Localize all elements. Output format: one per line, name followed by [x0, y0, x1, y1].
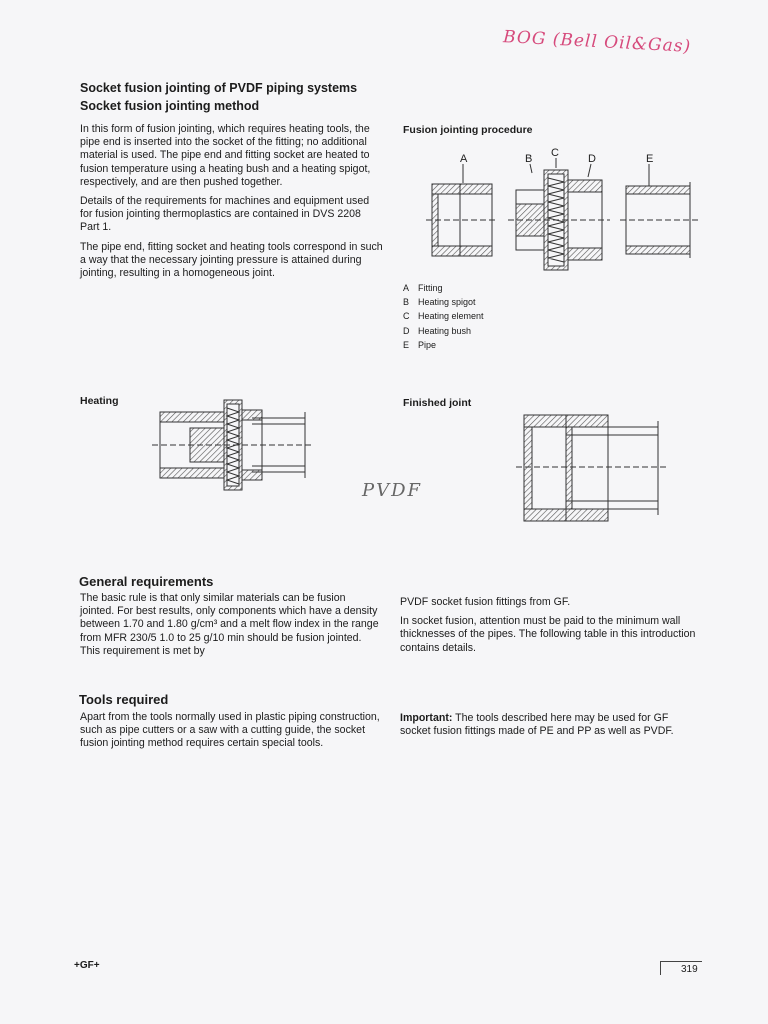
letter-c: C [551, 147, 559, 159]
intro-paragraph: The pipe end, fitting socket and heating tools correspond in such a way that the necessary jointing pressure is attained during jointing, resulting in a homogeneous joint. [80, 240, 383, 280]
page-subtitle: Socket fusion jointing method [80, 99, 260, 113]
procedure-heading: Fusion jointing procedure [403, 124, 533, 136]
general-right-paragraph: PVDF socket fusion fittings from GF. [400, 596, 571, 608]
letter-b: B [525, 153, 533, 165]
tools-important-text [400, 712, 700, 738]
finished-joint-label: Finished joint [403, 397, 472, 409]
legend-item: A Fitting [403, 283, 443, 293]
intro-text [80, 123, 383, 286]
general-right-paragraph: In socket fusion, attention must be paid to the minimum wall thicknesses of the pipes. The following table in this introduction contains details. [400, 615, 696, 654]
heating-label: Heating [80, 395, 119, 407]
heating-diagram [150, 398, 315, 493]
legend-item: C Heating element [403, 311, 484, 322]
letter-d: D [588, 153, 596, 165]
finished-joint-diagram [510, 405, 670, 525]
tools-required-heading: Tools required [79, 692, 169, 707]
general-left-text: The basic rule is that only similar materials can be fusion jointed. For best results, only components which have a density between 1.70 and 1.80 g/cm³ and a melt flow index in the range from MFR 230/5 1.0 to 25 g/10 min should be fusion jointed. This requirement is met by [80, 592, 379, 657]
legend-item: D Heating bush [403, 325, 472, 336]
page-number: 319 [660, 961, 702, 975]
general-right-text [400, 596, 700, 661]
procedure-diagram [420, 146, 710, 276]
letter-e: E [646, 153, 654, 165]
letter-a: A [460, 153, 468, 165]
general-requirements-heading: General requirements [79, 574, 214, 589]
handwritten-note: BOG (Bell Oil&Gas) [502, 27, 692, 57]
important-body: The tools described here may be used for GF socket fusion fittings made of PE and PP as well as PVDF. [400, 712, 674, 738]
legend-item: B Heating spigot [403, 297, 476, 308]
intro-paragraph: In this form of fusion jointing, which requires heating tools, the pipe end is inserted into the socket of the fitting; no additional material is used. The pipe end and fitting socket are heated to fusion temperature using a heating bush and a heating spigot, respectively, and are then pushed together. [80, 123, 371, 188]
important-label: Important: [400, 712, 453, 724]
intro-paragraph: Details of the requirements for machines and equipment used for fusion jointing thermoplastics are contained in DVS 2208 Part 1. [80, 195, 370, 234]
page-title: Socket fusion jointing of PVDF piping systems [80, 81, 358, 95]
gf-logo: +GF+ [74, 960, 100, 971]
legend-item: E Pipe [403, 339, 437, 350]
handwritten-pvdf: PVDF [362, 480, 423, 501]
tools-left-text: Apart from the tools normally used in plastic piping construction, such as pipe cutters or a saw with a cutting guide, the socket fusion jointing method requires certain special tools. [80, 711, 380, 750]
procedure-legend [403, 281, 484, 352]
